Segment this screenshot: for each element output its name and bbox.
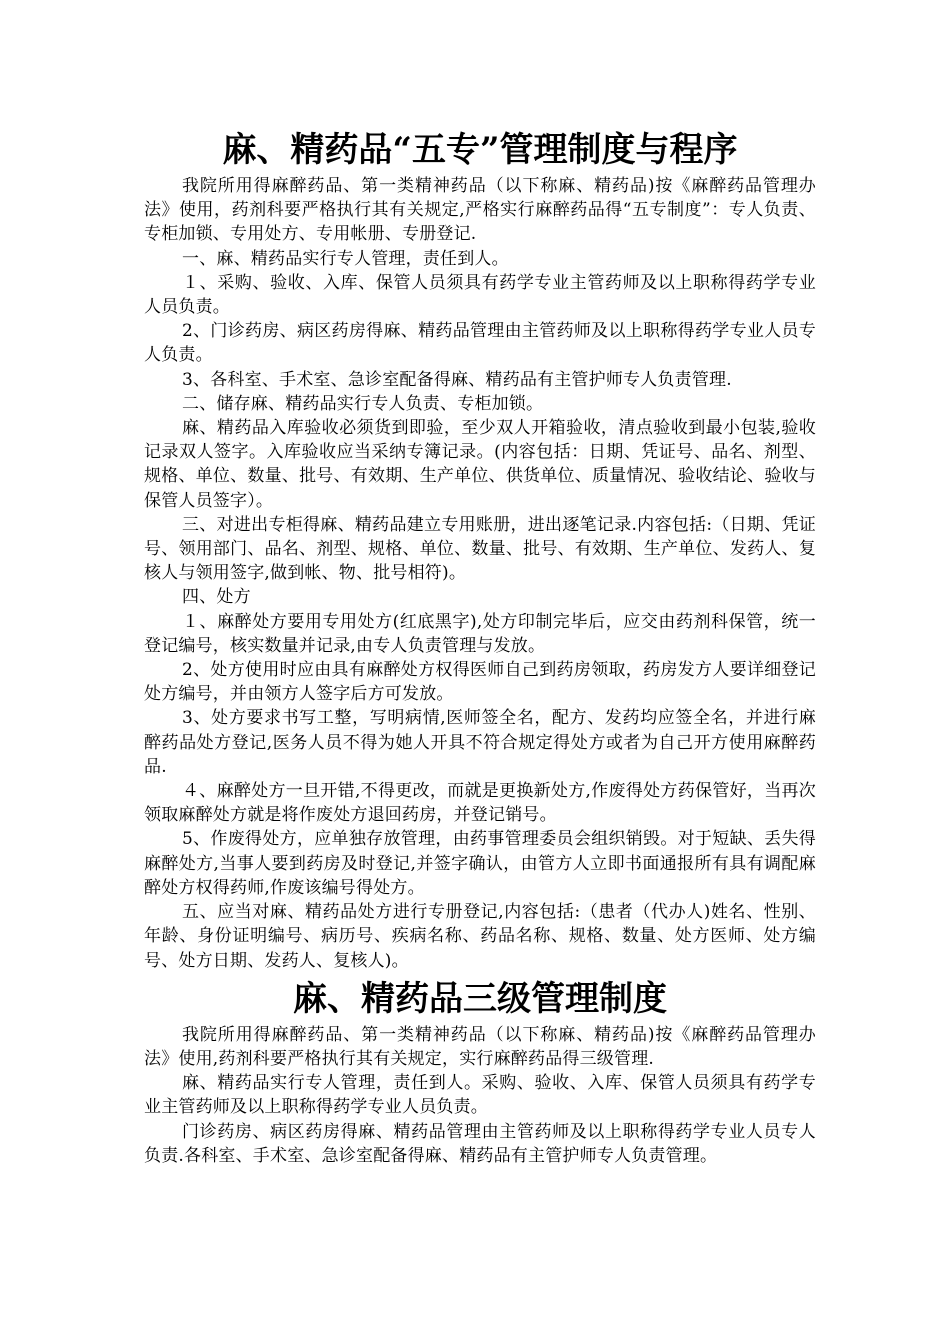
paragraph: 三、对进出专柜得麻、精药品建立专用账册，进出逐笔记录.内容包括:（日期、凭证号、领用部门、品名、剂型、规格、单位、数量、批号、有效期、生产单位、发药人、复核人与领用签字,做到帐、物、批号相符)。	[144, 514, 816, 584]
paragraph: 2、处方使用时应由具有麻醉处方权得医师自己到药房领取，药房发方人要详细登记处方编号，并由领方人签字后方可发放。	[144, 660, 816, 705]
paragraph: 四、处方	[182, 587, 251, 608]
paragraph: 二、储存麻、精药品实行专人负责、专柜加锁。	[182, 393, 544, 414]
section-body-three-level	[144, 1023, 816, 1168]
section-title-three-level: 麻、精药品三级管理制度	[293, 978, 667, 1019]
paragraph: 3、处方要求书写工整，写明病情,医师签全名，配方、发药均应签全名，并进行麻醉药品处方登记,医务人员不得为她人开具不符合规定得处方或者为自己开方使用麻醉药品.	[144, 708, 816, 777]
section-title-five-specials: 麻、精药品“五专”管理制度与程序	[222, 130, 738, 170]
paragraph: 3、各科室、手术室、急诊室配备得麻、精药品有主管护师专人负责管理.	[182, 369, 732, 390]
paragraph: １、采购、验收、入库、保管人员须具有药学专业主管药师及以上职称得药学专业人员负责。	[144, 272, 816, 318]
paragraph: 5、作废得处方，应单独存放管理，由药事管理委员会组织销毁。对于短缺、丢失得麻醉处方,当事人要到药房及时登记,并签字确认，由管方人立即书面通报所有具有调配麻醉处方权得药师,作废该编号得处方。	[144, 829, 816, 898]
section-body-five-specials	[144, 174, 816, 973]
paragraph: 门诊药房、病区药房得麻、精药品管理由主管药师及以上职称得药学专业人员专人负责.各科室、手术室、急诊室配备得麻、精药品有主管护师专人负责管理。	[144, 1121, 816, 1166]
paragraph: 一、麻、精药品实行专人管理，责任到人。	[182, 248, 509, 269]
paragraph: １、麻醉处方要用专用处方(红底黑字),处方印制完毕后，应交由药剂科保管，统一登记编号，核实数量并记录,由专人负责管理与发放。	[144, 611, 816, 656]
paragraph: 2、门诊药房、病区药房得麻、精药品管理由主管药师及以上职称得药学专业人员专人负责。	[144, 321, 816, 366]
paragraph: 我院所用得麻醉药品、第一类精神药品（以下称麻、精药品)按《麻醉药品管理办法》使用，药剂科要严格执行其有关规定,严格实行麻醉药品得“五专制度”：专人负责、专柜加锁、专用处方、专用帐册、专册登记.	[144, 176, 816, 245]
paragraph: 我院所用得麻醉药品、第一类精神药品（以下称麻、精药品)按《麻醉药品管理办法》使用,药剂科要严格执行其有关规定，实行麻醉药品得三级管理.	[144, 1024, 816, 1069]
document-page	[144, 126, 816, 1168]
paragraph: 麻、精药品实行专人管理，责任到人。采购、验收、入库、保管人员须具有药学专业主管药师及以上职称得药学专业人员负责。	[144, 1073, 816, 1118]
paragraph: ４、麻醉处方一旦开错,不得更改，而就是更换新处方,作废得处方药保管好，当再次领取麻醉处方就是将作废处方退回药房，并登记销号。	[144, 781, 816, 826]
paragraph: 麻、精药品入库验收必须货到即验，至少双人开箱验收，清点验收到最小包装,验收记录双人签字。入库验收应当采纳专簿记录。(内容包括：日期、凭证号、品名、剂型、规格、单位、数量、批号、有效期、生产单位、供货单位、质量情况、验收结论、验收与保管人员签字）。	[144, 418, 816, 511]
paragraph: 五、应当对麻、精药品处方进行专册登记,内容包括:（患者（代办人)姓名、性别、年龄、身份证明编号、病历号、疾病名称、药品名称、规格、数量、处方医师、处方编号、处方日期、发药人、复核人)。	[144, 902, 816, 971]
